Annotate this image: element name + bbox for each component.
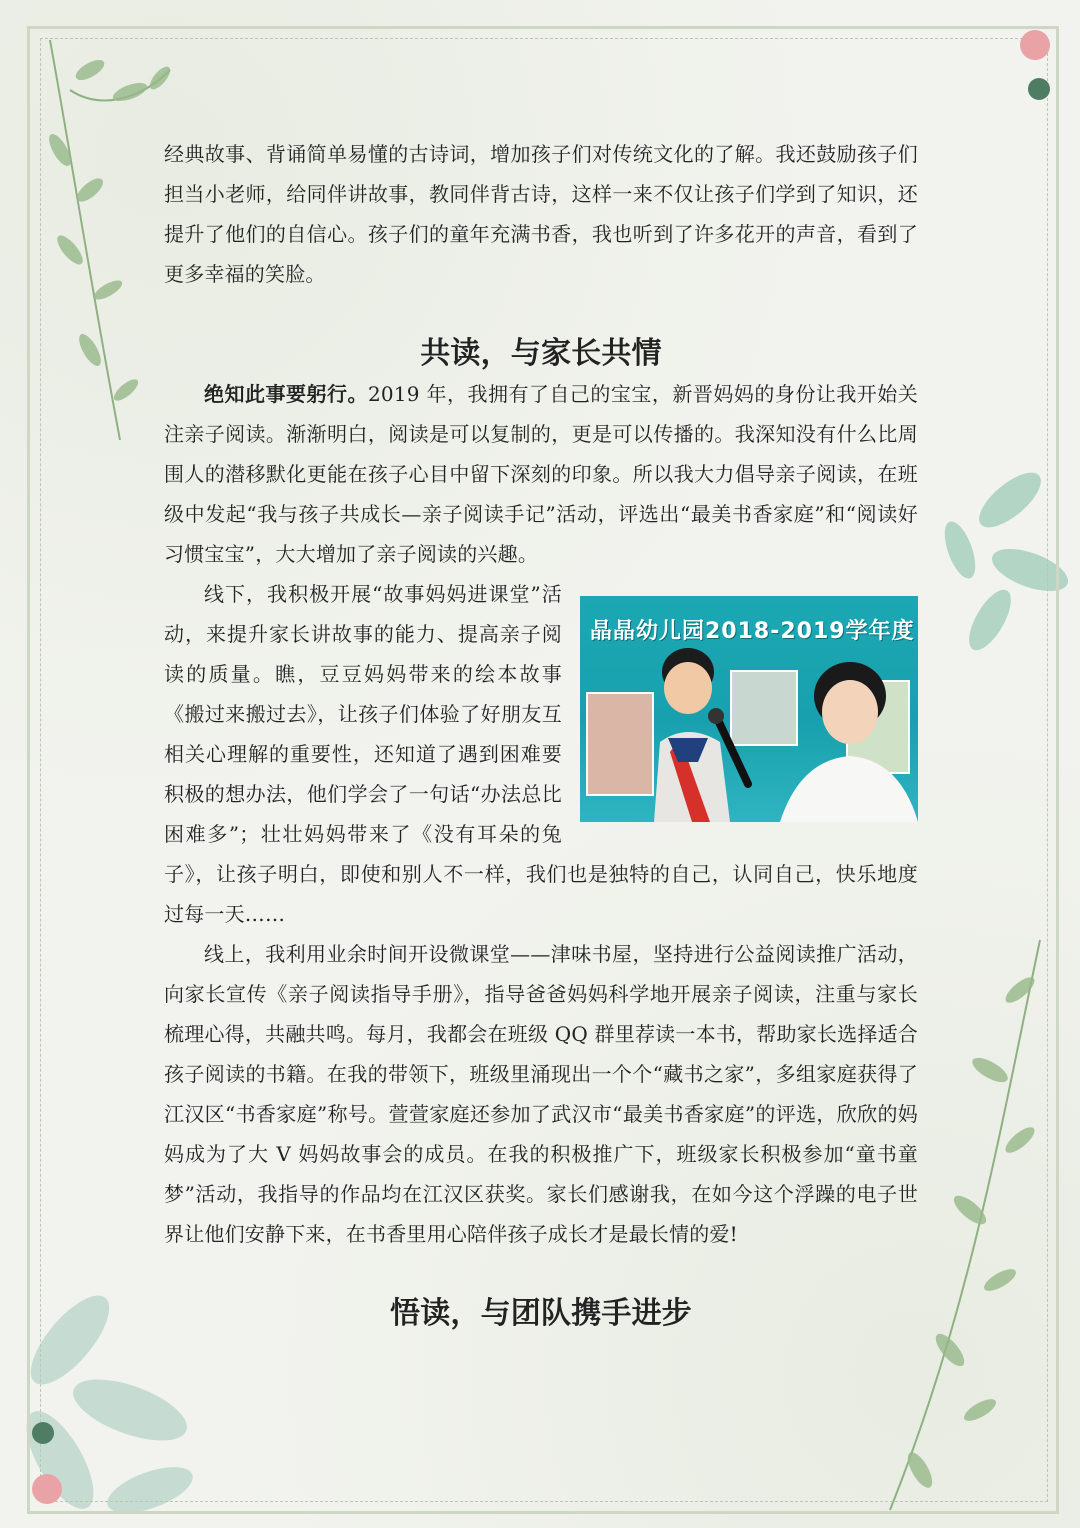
spacer — [164, 294, 918, 334]
teacher-smiling — [780, 656, 918, 822]
paragraph-offline-activities: 线下，我积极开展“故事妈妈进课堂”活动，来提升家长讲故事的能力、提高亲子阅读的质量。瞧，豆豆妈妈带来的绘本故事《搬过来搬过去》，让孩子们体验了好朋友互相关心理解的重要性，还知道了遇到困难要积极的想办法，他们学会了一句话“办法总比困难多”；壮壮妈妈带来了《没有耳朵的兔子》，让孩子明白，即使和别人不一样，我们也是独特的自己，认同自己，快乐地度过每一天…… — [164, 582, 918, 926]
dot-green-top-right — [1028, 78, 1050, 100]
article-content — [164, 134, 918, 1334]
photo-banner-text: 晶晶幼儿园2018-2019学年度 — [590, 619, 915, 644]
dot-pink-bottom-left — [32, 1474, 62, 1504]
paragraph-body: 2019 年，我拥有了自己的宝宝，新晋妈妈的身份让我开始关注亲子阅读。渐渐明白，阅读是可以复制的，更是可以传播的。我深知没有什么比周围人的潜移默化更能在孩子心目中留下深刻的印象。所以我大力倡导亲子阅读，在班级中发起“我与孩子共成长—亲子阅读手记”活动，评选出“最美书香家庭”和“阅读好习惯宝宝”，大大增加了亲子阅读的兴趣。 — [164, 382, 918, 566]
dot-pink-top-right — [1020, 30, 1050, 60]
class-activity-photo — [580, 596, 918, 822]
dot-green-bottom-left — [32, 1422, 54, 1444]
child-with-microphone — [640, 642, 760, 822]
spacer — [164, 1254, 918, 1294]
paragraph-lead: 绝知此事要躬行。 — [204, 382, 368, 406]
paragraph-parent-reading — [164, 374, 918, 574]
paragraph-online-activities: 线上，我利用业余时间开设微课堂——津味书屋，坚持进行公益阅读推广活动，向家长宣传《亲子阅读指导手册》，指导爸爸妈妈科学地开展亲子阅读，注重与家长梳理心得，共融共鸣。每月，我都会在班级 QQ 群里荐读一本书，帮助家长选择适合孩子阅读的书籍。在我的带领下，班级里涌现出一个个“藏书之家”，多组家庭获得了江汉区“书香家庭”称号。萱萱家庭还参加了武汉市“最美书香家庭”的评选，欣欣的妈妈成为了大 V 妈妈故事会的成员。在我的积极推广下，班级家长积极参加“童书童梦”活动，我指导的作品均在江汉区获奖。家长们感谢我，在如今这个浮躁的电子世界让他们安静下来，在书香里用心陪伴孩子成长才是最长情的爱! — [164, 942, 918, 1246]
paragraph-intro: 经典故事、背诵简单易懂的古诗词，增加孩子们对传统文化的了解。我还鼓励孩子们担当小老师，给同伴讲故事，教同伴背古诗，这样一来不仅让孩子们学到了知识，还提升了他们的自信心。孩子们的童年充满书香，我也听到了许多花开的声音，看到了更多幸福的笑脸。 — [164, 142, 918, 286]
section-heading-co-reading: 共读，与家长共情 — [420, 336, 662, 371]
section-heading-team-reading: 悟读，与团队携手进步 — [390, 1296, 692, 1331]
